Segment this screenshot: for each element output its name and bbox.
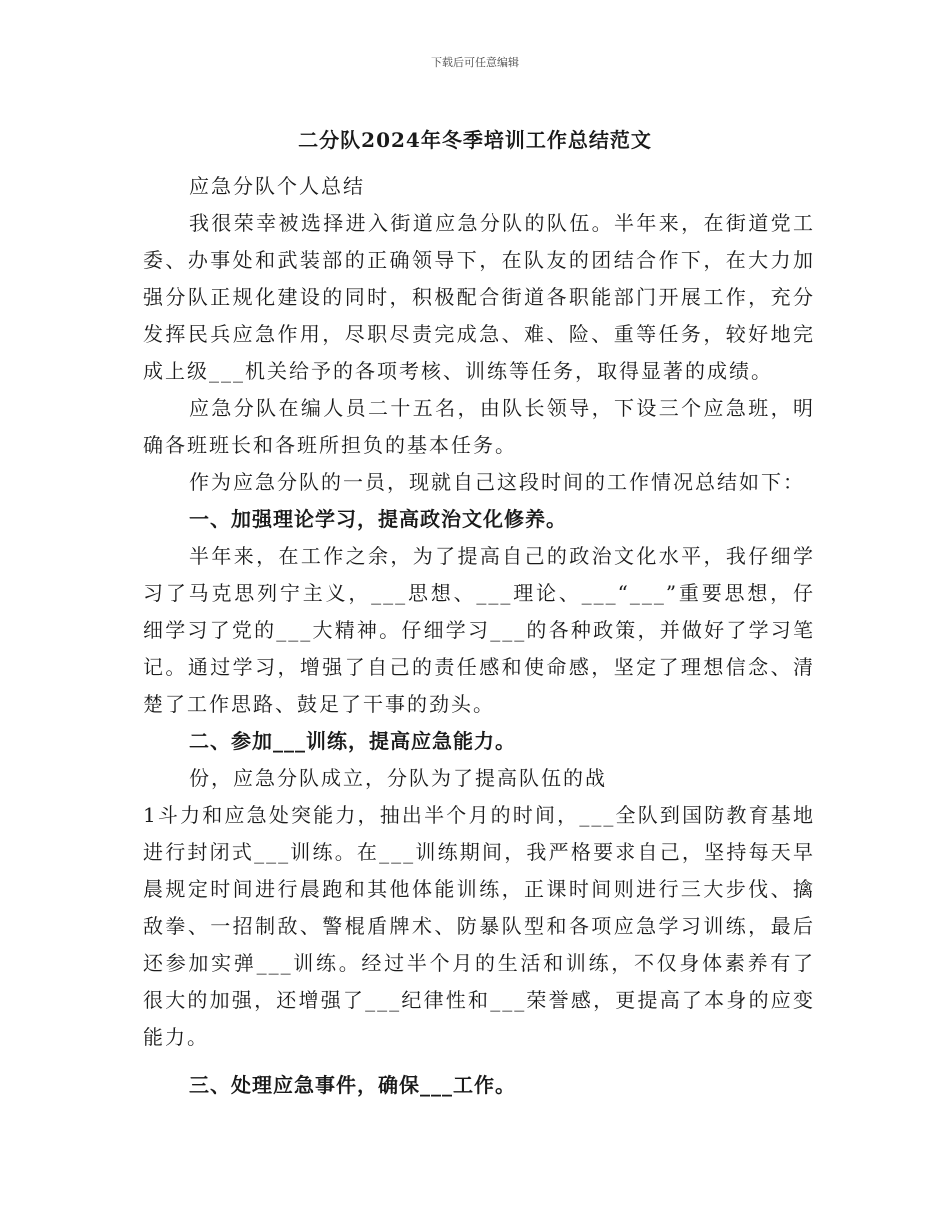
paragraph-subtitle: 应急分队个人总结: [189, 174, 365, 198]
paragraph-summary-lead: 作为应急分队的一员，现就自己这段时间的工作情况总结如下：: [189, 470, 805, 494]
document-title: 二分队2024年冬季培训工作总结范文: [298, 128, 652, 152]
paragraph-training: 1斗力和应急处突能力，抽出半个月的时间，___全队到国防教育基地进行封闭式___训练。在___训练期间，我严格要求自己，坚持每天早晨规定时间进行晨跑和其他体能训练，正课时间则进行三大步伐、擒敌拳、一招制敌、警棍盾牌术、防暴队型和各项应急学习训练，最后还参加实弹___训练。经过半个月的生活和训练，不仅身体素养有了很大的加强，还增强了___纪律性和___荣誉感，更提高了本身的应变能力。: [143, 803, 815, 1049]
page-header-note: 下载后可任意编辑: [431, 56, 519, 69]
section-heading-2: 二、参加___训练，提高应急能力。: [189, 729, 516, 753]
paragraph-intro: 我很荣幸被选择进入街道应急分队的队伍。半年来，在街道党工委、办事处和武装部的正确领导下，在队友的团结合作下，在大力加强分队正规化建设的同时，积极配合街道各职能部门开展工作，充分发挥民兵应急作用，尽职尽责完成急、难、险、重等任务，较好地完成上级___机关给予的各项考核、训练等任务，取得显著的成绩。: [143, 211, 815, 383]
paragraph-team-founded: 份，应急分队成立，分队为了提高队伍的战: [189, 766, 607, 790]
document-body: [143, 168, 815, 1104]
section-heading-3: 三、处理应急事件，确保___工作。: [189, 1073, 516, 1097]
paragraph-theory-study: 半年来，在工作之余，为了提高自己的政治文化水平，我仔细学习了马克思列宁主义，___思想、___理论、___“___”重要思想，仔细学习了党的___大精神。仔细学习___的各种政策，并做好了学习笔记。通过学习，增强了自己的责任感和使命感，坚定了理想信念、清楚了工作思路、鼓足了干事的劲头。: [143, 544, 815, 716]
paragraph-team-composition: 应急分队在编人员二十五名，由队长领导，下设三个应急班，明确各班班长和各班所担负的基本任务。: [143, 396, 815, 457]
section-heading-1: 一、加强理论学习，提高政治文化修养。: [189, 507, 567, 531]
